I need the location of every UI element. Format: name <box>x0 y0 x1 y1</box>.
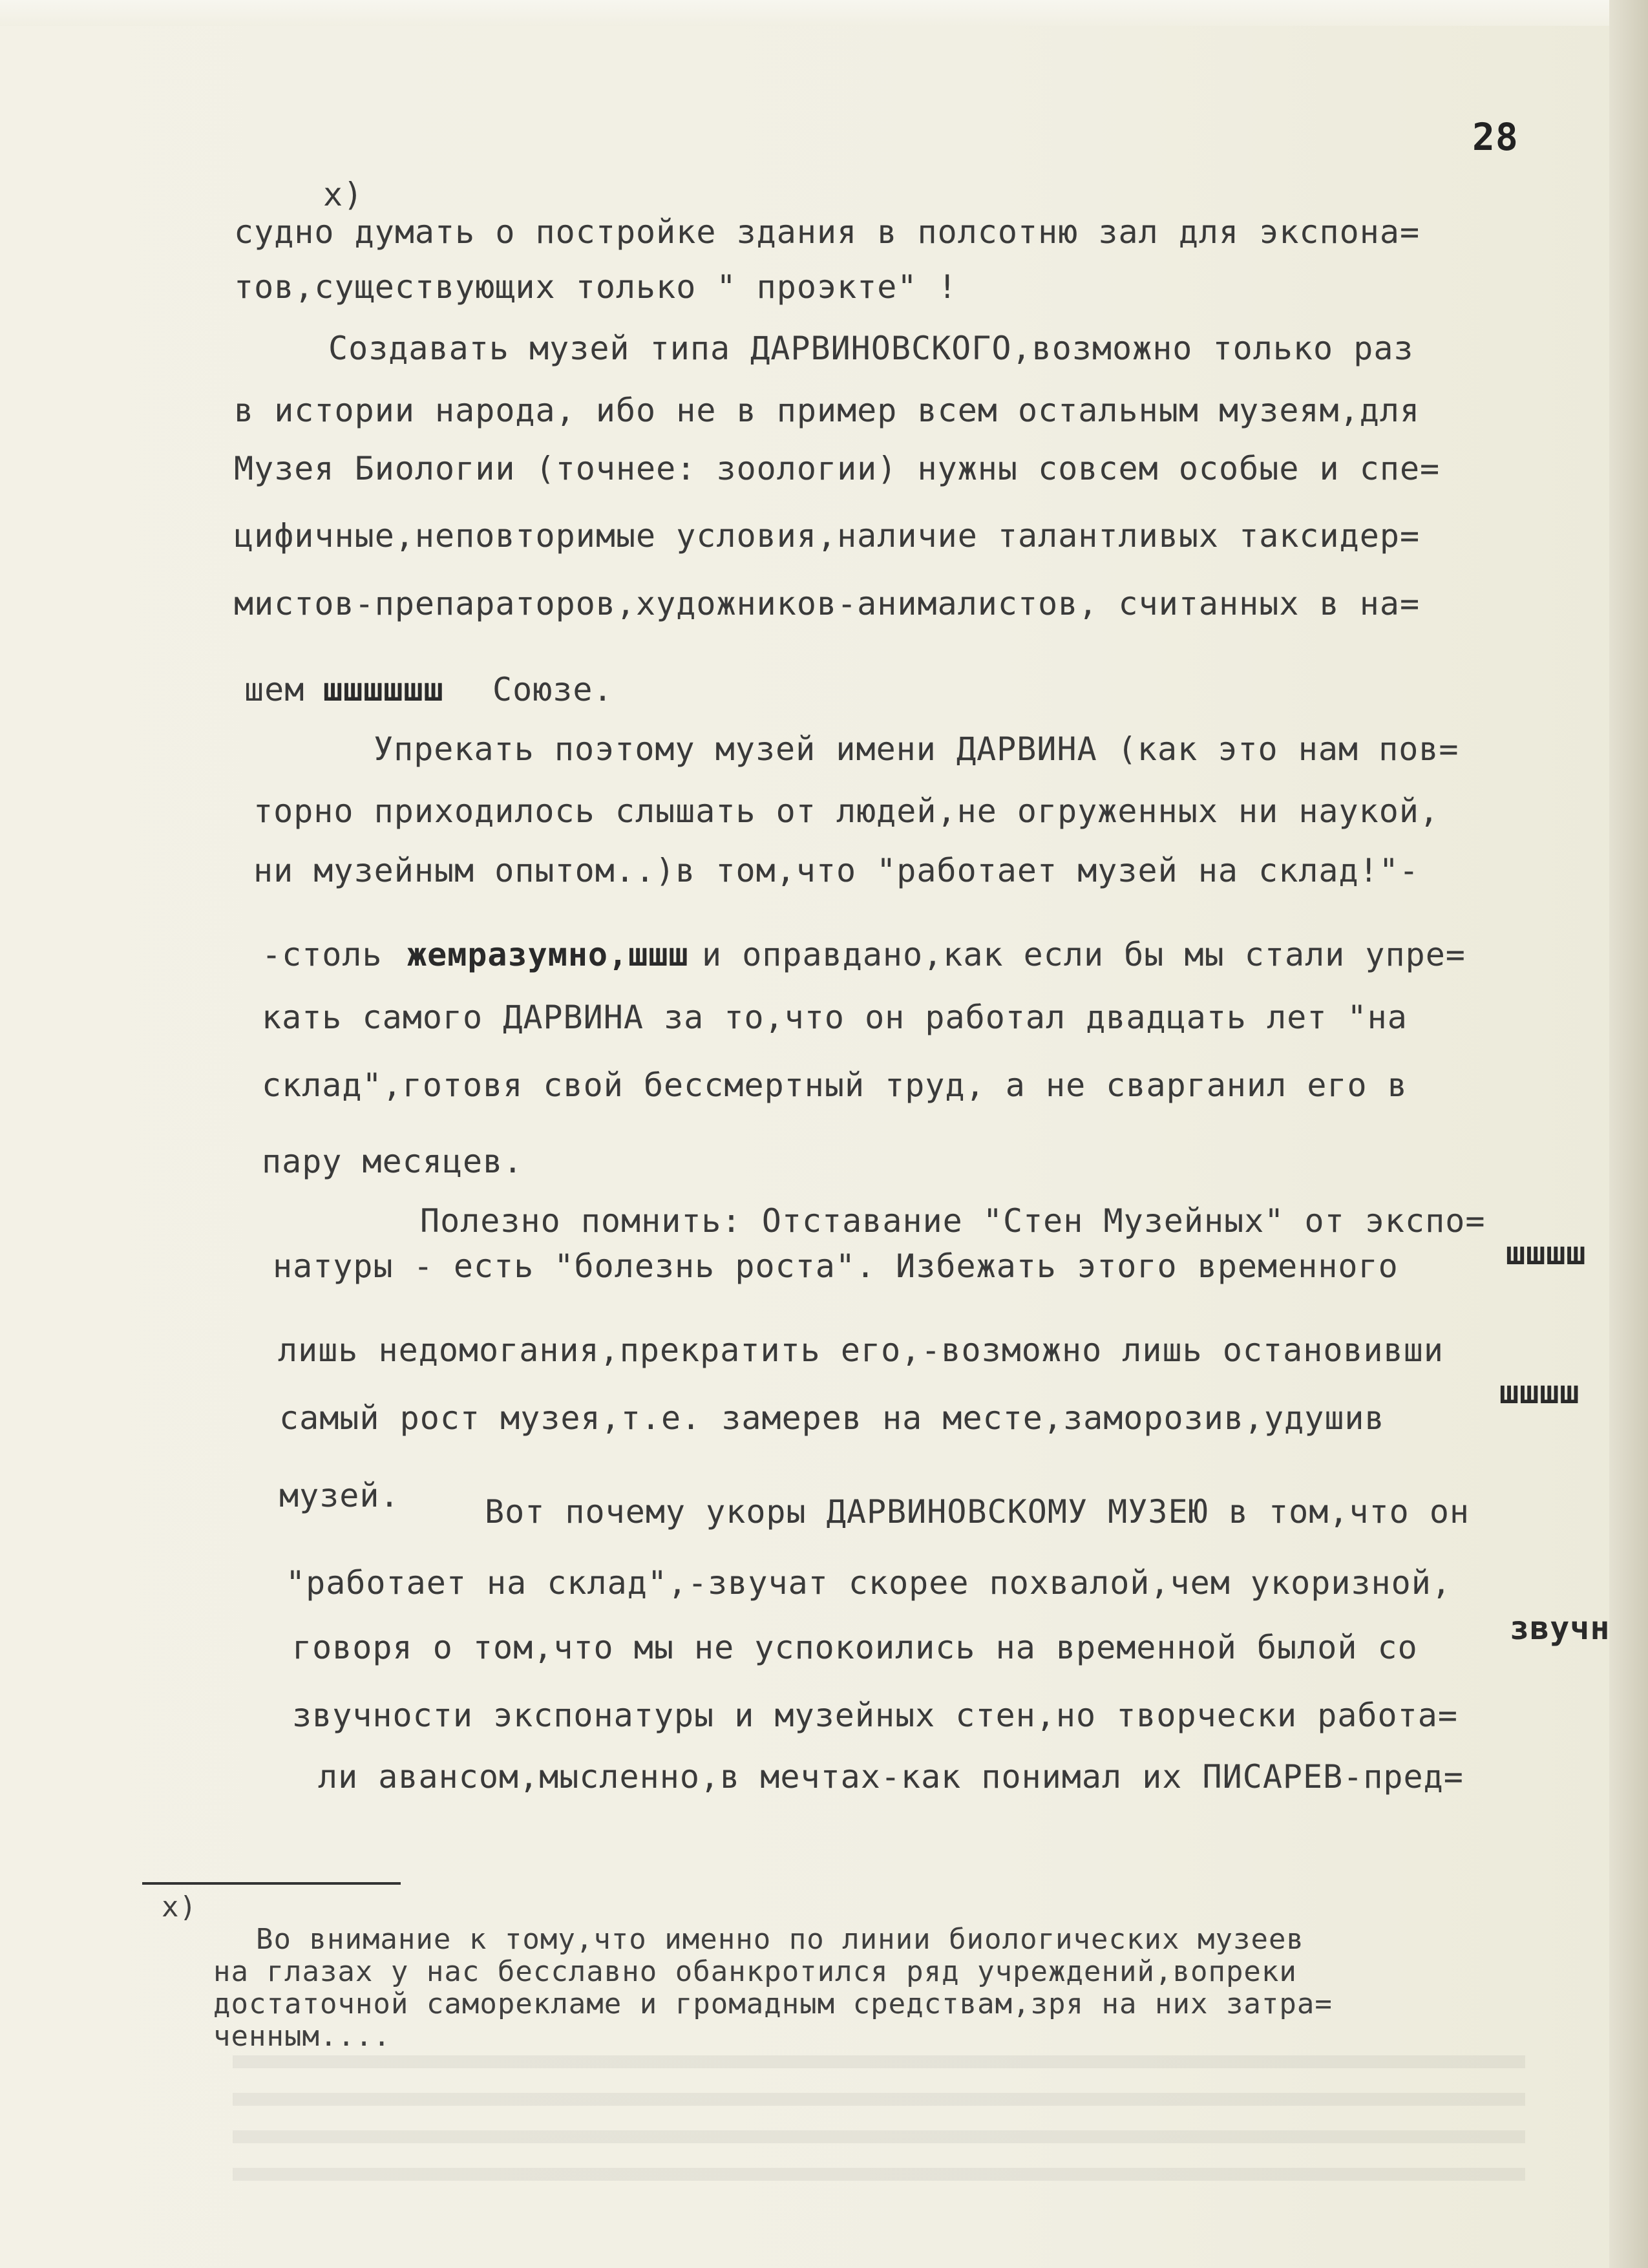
paper-right-edge <box>1609 0 1648 2268</box>
footnote-line-3: достаточной саморекламе и громадным средствам,зря на них затра= <box>213 1987 1333 2020</box>
text-line-8-start: шем <box>244 671 305 708</box>
text-line-20: музей. <box>279 1477 400 1514</box>
struck-out-word: шшшш <box>1506 1235 1587 1272</box>
text-line-16: Полезно помнить: Отставание "Стен Музейных" от экспо= <box>420 1202 1486 1240</box>
text-line-17: натуры - есть "болезнь роста". Избежать этого временного <box>273 1247 1399 1285</box>
text-line-3: Создавать музей типа ДАРВИНОВСКОГО,возможно только раз <box>328 330 1414 367</box>
text-line-13: кать самого ДАРВИНА за то,что он работал двадцать лет "на <box>262 999 1408 1036</box>
text-line-19: самый рост музея,т.е. замерев на месте,заморозив,удушив <box>279 1399 1385 1437</box>
struck-out-word: шшшшшш <box>323 671 444 708</box>
text-line-6: цифичные,неповторимые условия,наличие талантливых таксидер= <box>234 517 1421 555</box>
text-line-4: в истории народа, ибо не в пример всем остальным музеям,для <box>234 392 1421 429</box>
bleed-through-text <box>233 2055 1525 2185</box>
text-line-2: тов,существующих только " проэкте" ! <box>234 268 958 306</box>
text-line-8-end: Союзе. <box>492 671 613 708</box>
struck-out-word: жемразумно,шшш <box>407 936 689 973</box>
paper-top-edge <box>0 0 1648 26</box>
text-line-21: Вот почему укоры ДАРВИНОВСКОМУ МУЗЕЮ в том,что он <box>485 1493 1470 1531</box>
text-line-11: ни музейным опытом..)в том,что "работает музей на склад!"- <box>253 852 1419 889</box>
footnote-line-4: ченным.... <box>213 2020 391 2053</box>
footnote-separator-line <box>142 1882 401 1885</box>
text-line-7: мистов-препараторов,художников-анималистов, считанных в на= <box>234 585 1421 622</box>
text-line-18: лишь недомогания,прекратить его,-возможно лишь остановивши <box>278 1331 1444 1369</box>
page-number: 28 <box>1472 115 1519 159</box>
footnote-marker: х) <box>162 1891 197 1924</box>
text-line-25: ли авансом,мысленно,в мечтах-как понимал их ПИСАРЕВ-пред= <box>318 1758 1464 1796</box>
struck-out-word: звучн <box>1510 1609 1611 1647</box>
text-line-12-start: -столь <box>262 936 383 973</box>
footnote-line-1: Во внимание к тому,что именно по линии биологических музеев <box>256 1923 1304 1956</box>
struck-out-word: шшшш <box>1499 1373 1580 1411</box>
text-line-22: "работает на склад",-звучат скорее похвалой,чем укоризной, <box>286 1564 1452 1602</box>
footnote-reference-mark: х) <box>323 176 364 213</box>
text-line-5: Музея Биологии (точнее: зоологии) нужны совсем особые и спе= <box>234 450 1441 487</box>
text-line-12-end: и оправдано,как если бы мы стали упре= <box>702 936 1466 973</box>
text-line-10: торно приходилось слышать от людей,не огруженных ни наукой, <box>253 792 1440 830</box>
text-line-23-start: говоря о том,что мы не успокоились на временной былой со <box>292 1629 1418 1666</box>
text-line-24: звучности экспонатуры и музейных стен,но творчески работа= <box>292 1697 1458 1734</box>
text-line-1: судно думать о постройке здания в полсотню зал для экспона= <box>234 213 1421 251</box>
text-line-15: пару месяцев. <box>262 1143 523 1180</box>
text-line-9: Упрекать поэтому музей имени ДАРВИНА (как это нам пов= <box>374 730 1459 768</box>
text-line-14: склад",готовя свой бессмертный труд, а не сварганил его в <box>262 1066 1408 1104</box>
footnote-line-2: на глазах у нас бесславно обанкротился ряд учреждений,вопреки <box>213 1955 1297 1988</box>
